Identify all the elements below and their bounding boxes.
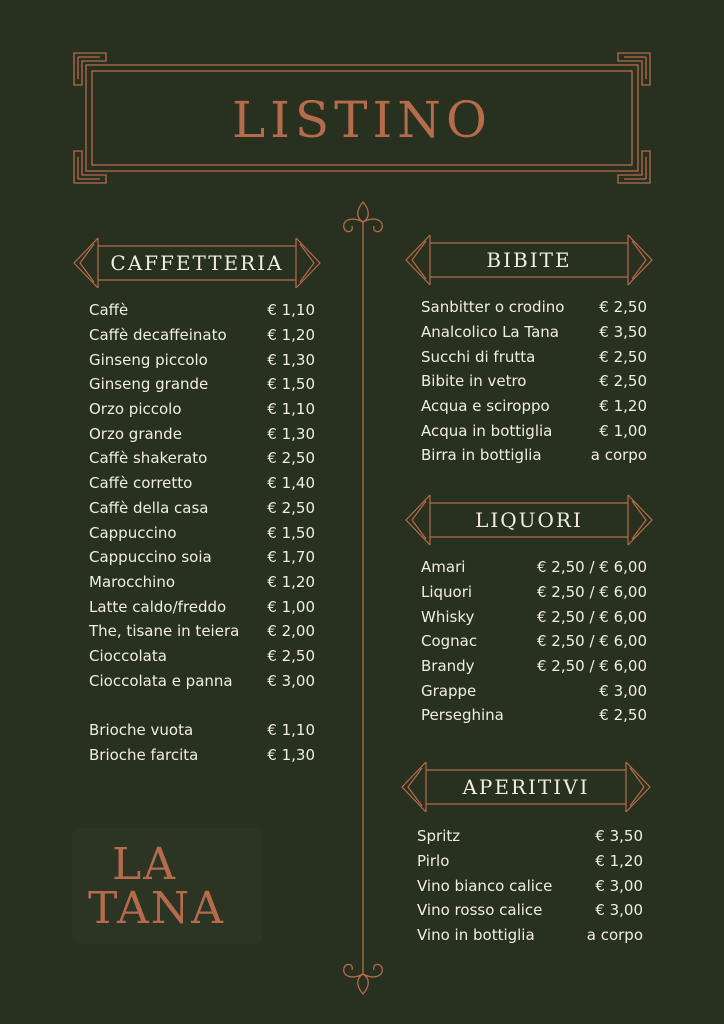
bibite-list [421,295,647,468]
aperitivi-banner [400,758,652,816]
menu-item [89,742,315,767]
aperitivi-list [417,824,643,947]
item-name: Cognac [421,632,478,651]
item-price: € 3,50 [599,323,647,342]
menu-item [89,298,315,323]
menu-item [89,545,315,570]
menu-item [421,320,647,345]
item-price: € 1,30 [267,350,315,369]
page-title: LISTINO [231,91,493,149]
menu-item [89,718,315,743]
item-price: € 2,50 [267,646,315,665]
liquori-heading: LIQUORI [475,508,583,532]
menu-item [89,668,315,693]
item-name: Grappe [421,681,477,700]
item-price: € 1,20 [599,397,647,416]
item-name: Liquori [421,583,473,602]
menu-item [421,654,647,679]
item-name: Cappuccino soia [89,548,212,567]
item-price: € 1,30 [267,424,315,443]
item-price: € 2,50 [267,449,315,468]
item-name: Pirlo [417,852,450,871]
caffetteria-heading: CAFFETTERIA [110,251,284,275]
menu-item [421,344,647,369]
item-name: Orzo grande [89,424,182,443]
item-price: € 3,00 [595,876,643,895]
item-name: Caffè [89,301,129,320]
item-name: Acqua in bottiglia [421,421,553,440]
item-name: Birra in bottiglia [421,446,542,465]
item-price: € 3,00 [599,681,647,700]
item-price: € 2,50 / € 6,00 [536,558,647,577]
item-name: Cappuccino [89,523,177,542]
menu-item [89,520,315,545]
bibite-heading: BIBITE [486,248,572,272]
list-spacer [89,693,315,718]
menu-item [89,372,315,397]
item-price: € 1,70 [267,548,315,567]
item-name: Cioccolata [89,646,167,665]
menu-item [417,923,643,948]
item-name: Whisky [421,607,475,626]
item-name: Cioccolata e panna [89,671,233,690]
item-name: Latte caldo/freddo [89,597,227,616]
menu-item [89,594,315,619]
bibite-banner [404,231,654,289]
item-price: € 2,50 / € 6,00 [536,657,647,676]
item-name: The, tisane in teiera [89,622,240,641]
menu-item [89,347,315,372]
item-price: € 2,00 [267,622,315,641]
liquori-list [421,555,647,728]
center-divider-ornament [338,198,388,998]
menu-item [421,580,647,605]
item-name: Perseghina [421,706,504,725]
item-name: Ginseng piccolo [89,350,208,369]
item-price: a corpo [590,446,647,465]
menu-item [89,644,315,669]
item-price: € 1,10 [267,301,315,320]
menu-item [89,421,315,446]
item-price: € 1,30 [267,745,315,764]
menu-item [421,369,647,394]
menu-item [89,471,315,496]
menu-item [421,678,647,703]
item-price: € 1,50 [267,523,315,542]
caffetteria-list [89,298,315,767]
item-name: Vino bianco calice [417,876,553,895]
menu-item [89,570,315,595]
item-name: Brioche farcita [89,745,199,764]
item-name: Ginseng grande [89,375,209,394]
item-name: Amari [421,558,466,577]
item-name: Marocchino [89,572,176,591]
menu-item [417,824,643,849]
item-name: Caffè decaffeinato [89,326,227,345]
item-price: € 1,40 [267,474,315,493]
menu-item [421,295,647,320]
item-price: € 1,20 [267,326,315,345]
item-name: Acqua e sciroppo [421,397,550,416]
item-price: € 2,50 [599,706,647,725]
item-price: € 1,50 [267,375,315,394]
item-price: € 2,50 [599,298,647,317]
aperitivi-heading: APERITIVI [462,775,590,799]
menu-item [421,555,647,580]
item-price: € 1,20 [595,852,643,871]
item-price: € 1,00 [267,597,315,616]
item-name: Spritz [417,827,461,846]
item-price: € 1,10 [267,400,315,419]
item-price: € 3,00 [267,671,315,690]
item-price: € 2,50 [267,498,315,517]
menu-item [421,703,647,728]
item-name: Caffè della casa [89,498,209,517]
item-price: € 2,50 / € 6,00 [536,607,647,626]
menu-item [417,898,643,923]
la-tana-logo [72,828,262,944]
liquori-banner [404,491,654,549]
item-price: a corpo [586,926,643,945]
item-name: Analcolico La Tana [421,323,559,342]
item-price: € 3,50 [595,827,643,846]
menu-item [421,394,647,419]
menu-item [417,849,643,874]
menu-item [89,397,315,422]
caffetteria-banner [72,234,322,292]
item-name: Orzo piccolo [89,400,182,419]
menu-item [421,443,647,468]
menu-item [421,604,647,629]
item-price: € 2,50 / € 6,00 [536,583,647,602]
item-price: € 3,00 [595,901,643,920]
title-frame [72,51,652,185]
menu-item [421,418,647,443]
menu-item [89,323,315,348]
item-price: € 2,50 [599,347,647,366]
item-name: Succhi di frutta [421,347,536,366]
item-name: Caffè corretto [89,474,193,493]
item-name: Sanbitter o crodino [421,298,565,317]
item-price: € 2,50 [599,372,647,391]
item-name: Caffè shakerato [89,449,208,468]
item-price: € 1,20 [267,572,315,591]
item-name: Bibite in vetro [421,372,527,391]
logo-line-1: LA [112,839,177,890]
menu-item [89,496,315,521]
item-name: Brandy [421,657,475,676]
item-price: € 2,50 / € 6,00 [536,632,647,651]
item-name: Vino rosso calice [417,901,543,920]
logo-line-2: TANA [88,883,225,934]
menu-item [417,873,643,898]
menu-item [421,629,647,654]
item-price: € 1,00 [599,421,647,440]
menu-item [89,619,315,644]
menu-item [89,446,315,471]
item-name: Brioche vuota [89,721,194,740]
item-name: Vino in bottiglia [417,926,535,945]
item-price: € 1,10 [267,721,315,740]
